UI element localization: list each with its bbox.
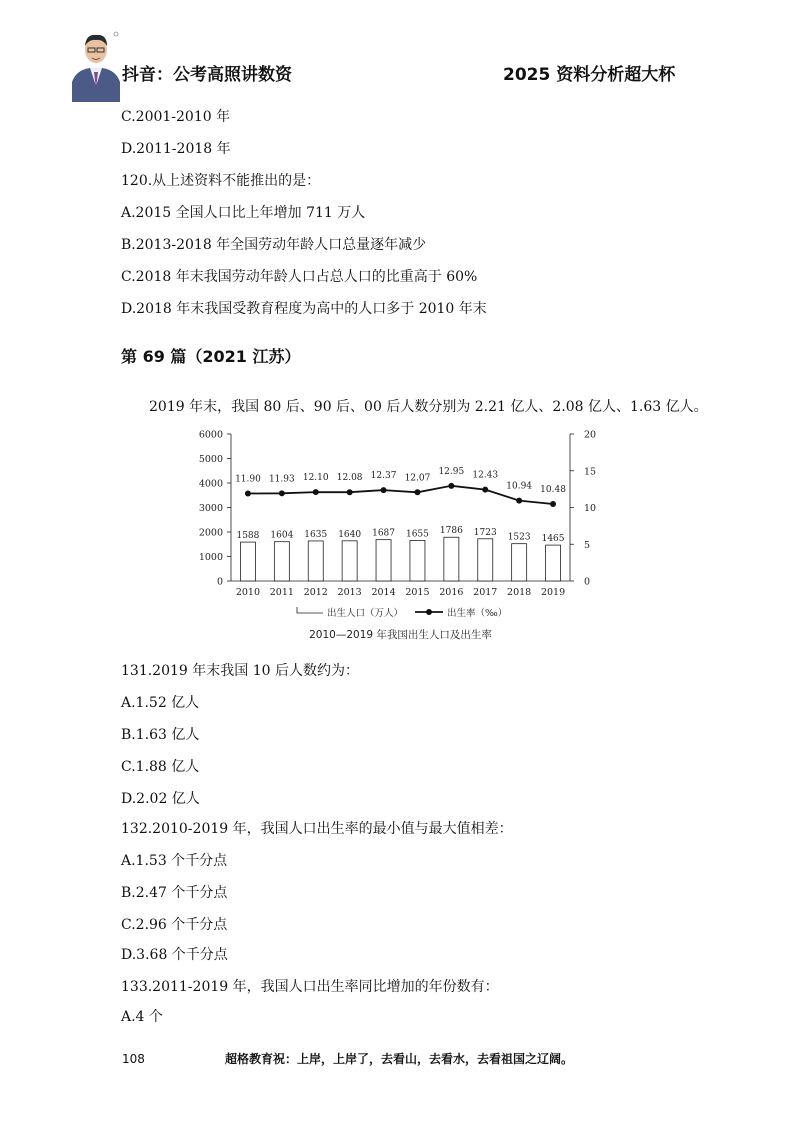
bar-value-label: 1687 <box>372 528 396 539</box>
birth-rate-point <box>482 487 488 493</box>
birth-rate-label: 11.90 <box>235 474 261 485</box>
q120-option-a: A.2015 全国人口比上年增加 711 万人 <box>121 205 366 221</box>
q133-stem: 133.2011-2019 年，我国人口出生率同比增加的年份数有： <box>121 979 499 995</box>
chart-title: 2010—2019 年我国出生人口及出生率 <box>309 629 492 641</box>
q132-option-c: C.2.96 个千分点 <box>121 917 228 933</box>
birth-rate-point <box>347 489 353 495</box>
bar-value-label: 1786 <box>439 526 463 537</box>
y-right-tick-label: 0 <box>584 576 591 588</box>
q131-option-b: B.1.63 亿人 <box>121 727 200 743</box>
bar <box>342 541 357 581</box>
y-right-tick-label: 15 <box>584 466 597 478</box>
bar <box>376 540 391 581</box>
legend-line-marker <box>426 609 432 615</box>
birth-rate-point <box>313 489 319 495</box>
q132-option-d: D.3.68 个千分点 <box>121 947 228 963</box>
bar-value-label: 1655 <box>405 529 429 540</box>
q132-option-a: A.1.53 个千分点 <box>121 853 228 869</box>
q132-option-b: B.2.47 个千分点 <box>121 885 228 901</box>
birth-rate-point <box>279 490 285 496</box>
x-tick-label: 2013 <box>337 587 362 598</box>
q131-option-c: C.1.88 亿人 <box>121 759 200 775</box>
q120-option-b: B.2013-2018 年全国劳动年龄人口总量逐年减少 <box>121 237 427 253</box>
birth-rate-point <box>381 487 387 493</box>
legend-line-label: 出生率（‰） <box>447 608 508 619</box>
birth-rate-label: 11.93 <box>268 474 295 485</box>
q132-stem: 132.2010-2019 年，我国人口出生率的最小值与最大值相差： <box>121 821 513 837</box>
author-photo <box>68 28 124 102</box>
page-number: 108 <box>122 1052 145 1066</box>
birth-rate-point <box>245 491 251 497</box>
y-right-tick-label: 20 <box>584 429 597 441</box>
bar <box>240 542 255 581</box>
y-left-tick-label: 1000 <box>198 552 223 563</box>
bar-value-label: 1604 <box>270 530 294 541</box>
birth-rate-point <box>550 501 556 507</box>
bar-value-label: 1588 <box>236 531 260 542</box>
bar-value-label: 1640 <box>338 529 362 540</box>
bar <box>546 545 561 581</box>
y-right-tick-label: 5 <box>584 539 591 551</box>
bar <box>308 541 323 581</box>
x-tick-label: 2015 <box>405 587 430 598</box>
bar-value-label: 1635 <box>304 529 328 540</box>
bar-value-label: 1523 <box>507 532 531 543</box>
bar-value-label: 1723 <box>473 527 497 538</box>
section-title: 第 69 篇（2021 江苏） <box>121 347 301 366</box>
bar <box>512 544 527 581</box>
x-tick-label: 2010 <box>235 587 261 598</box>
legend-bar-swatch <box>297 607 323 613</box>
x-tick-label: 2012 <box>303 587 328 598</box>
y-left-tick-label: 3000 <box>198 503 223 514</box>
section-intro: 2019 年末，我国 80 后、90 后、00 后人数分别为 2.21 亿人、2.08 亿人、1.63 亿人。 <box>149 399 708 415</box>
x-tick-label: 2018 <box>507 587 532 598</box>
birth-rate-label: 12.37 <box>370 471 397 482</box>
bar <box>478 539 493 581</box>
birth-chart <box>195 424 615 646</box>
q131-option-d: D.2.02 亿人 <box>121 791 200 807</box>
bar <box>274 542 289 581</box>
birth-rate-label: 10.48 <box>540 484 566 495</box>
y-left-tick-label: 4000 <box>198 478 223 490</box>
q131-stem: 131.2019 年末我国 10 后人数约为： <box>121 663 359 679</box>
birth-rate-label: 12.07 <box>404 473 431 484</box>
birth-rate-label: 10.94 <box>506 481 533 492</box>
q120-stem: 120.从上述资料不能推出的是： <box>121 173 321 189</box>
header-title-left: 抖音：公考高照讲数资 <box>122 65 292 85</box>
y-left-tick-label: 6000 <box>198 429 223 441</box>
birth-rate-label: 12.43 <box>472 470 499 481</box>
q131-option-a: A.1.52 亿人 <box>121 695 200 711</box>
bar <box>410 540 425 581</box>
birth-rate-label: 12.10 <box>302 473 329 484</box>
footer-motto: 超格教育祝：上岸，上岸了，去看山，去看水，去看祖国之辽阔。 <box>225 1052 574 1066</box>
x-tick-label: 2019 <box>540 587 566 598</box>
header-title-right: 2025 资料分析超大杯 <box>503 65 676 85</box>
birth-rate-point <box>516 498 522 504</box>
y-right-tick-label: 10 <box>584 503 597 514</box>
legend-bar-label: 出生人口（万人） <box>327 608 404 619</box>
x-tick-label: 2014 <box>371 587 396 598</box>
birth-rate-point <box>414 489 420 495</box>
q133-option-a: A.4 个 <box>121 1009 163 1025</box>
q119-option-c: C.2001-2010 年 <box>121 109 231 125</box>
y-left-tick-label: 0 <box>216 576 223 588</box>
x-tick-label: 2017 <box>473 587 498 598</box>
birth-rate-label: 12.08 <box>336 473 363 484</box>
page-header <box>0 0 800 108</box>
y-left-tick-label: 2000 <box>198 527 223 539</box>
q120-option-c: C.2018 年末我国劳动年龄人口占总人口的比重高于 60% <box>121 269 478 285</box>
q120-option-d: D.2018 年末我国受教育程度为高中的人口多于 2010 年末 <box>121 301 487 317</box>
y-left-tick-label: 5000 <box>198 454 223 465</box>
bar-value-label: 1465 <box>541 534 565 545</box>
bar <box>444 537 459 581</box>
birth-rate-label: 12.95 <box>438 466 465 477</box>
x-tick-label: 2016 <box>439 587 464 598</box>
x-tick-label: 2011 <box>269 587 294 598</box>
birth-rate-point <box>448 483 454 489</box>
q119-option-d: D.2011-2018 年 <box>121 141 231 157</box>
